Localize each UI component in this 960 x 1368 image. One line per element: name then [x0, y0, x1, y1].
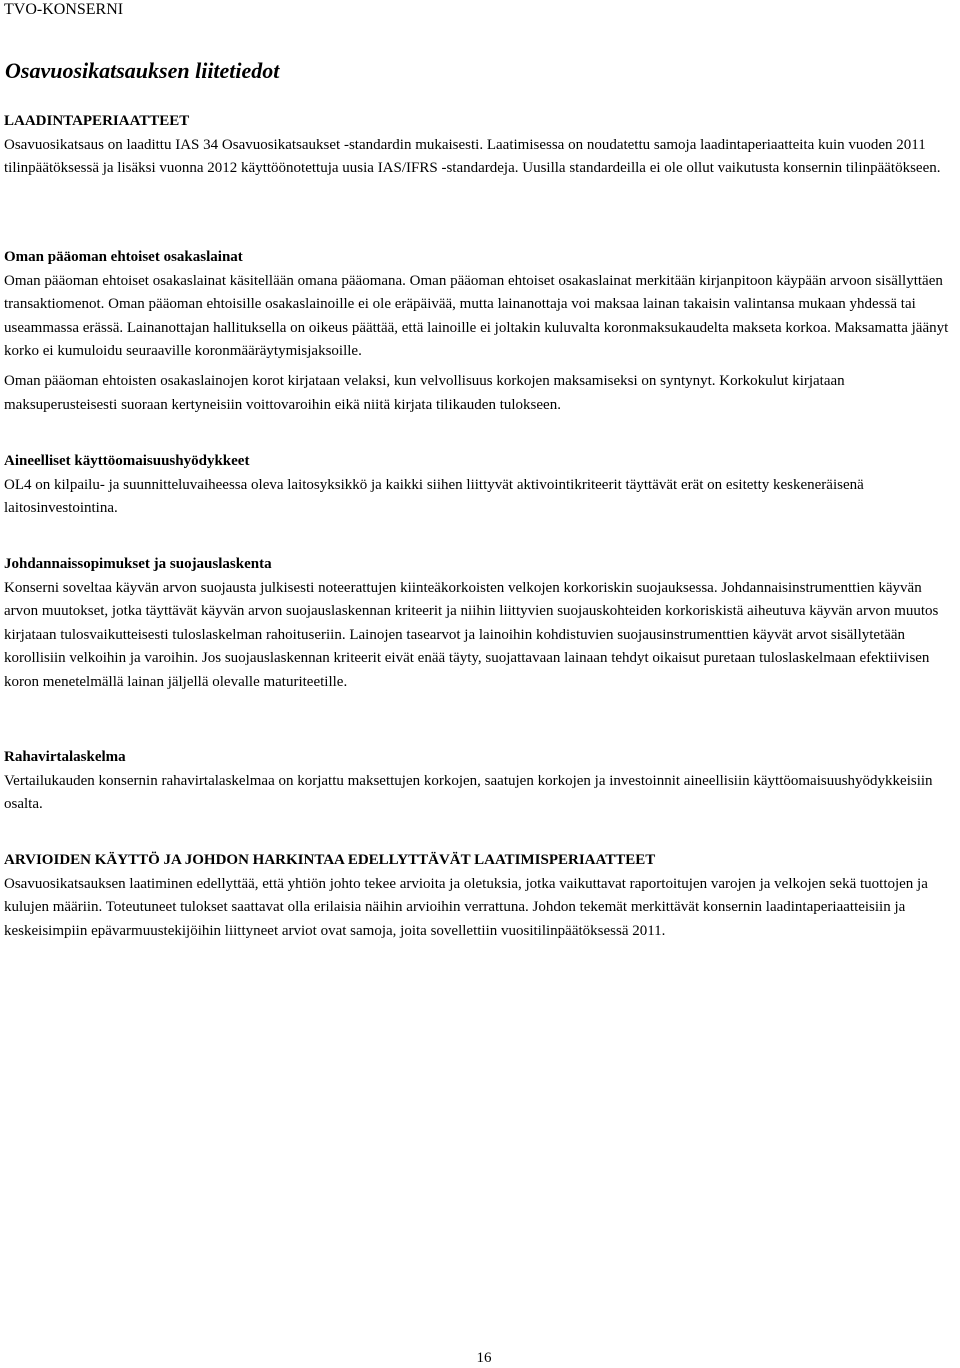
document-title: Osavuosikatsauksen liitetiedot: [5, 58, 280, 83]
section-paragraph: Oman pääoman ehtoisten osakaslainojen korot kirjataan velaksi, kun velvollisuus korkojen maksamiseksi on syntynyt. Korkokulut kirjataan maksuperusteisesti suoraan kertyneisiin voittovaroihin eikä niitä kirjata tilikauden tulokseen.: [4, 372, 845, 413]
section-heading: Johdannaissopimukset ja suojauslaskenta: [4, 556, 272, 572]
section-paragraph: Konserni soveltaa käyvän arvon suojausta julkisesti noteerattujen kiinteäkorkoisten velkojen korkoriskin suojauksessa. Johdannaisinstrumenttien käyvän arvon muutokset, jotka täyttävät käyvän arvon suojauslaskennan kriteerit ja niihin liittyvien suojauskohteiden korkoriskistä aiheutuva käyvän arvon muutos kirjataan tulosvaikutteisesti tuloslaskelman rahoituseriin. Lainojen tasearvot ja lainoihin kohdistuvien suojausinstrumenttien käyvät arvot sisällytetään korollisiin velkoihin ja varoihin. Jos suojauslaskennan kriteerit eivät enää täyty, suojattavaan lainaan tehdyt oikaisut puretaan tuloslaskelmaan efektiivisen koron menetelmällä lainan jäljellä olevalle maturiteetille.: [4, 579, 939, 690]
section-heading: LAADINTAPERIAATTEET: [4, 113, 190, 129]
section-heading: ARVIOIDEN KÄYTTÖ JA JOHDON HARKINTAA EDELLYTTÄVÄT LAATIMISPERIAATTEET: [4, 852, 656, 868]
section-shareholder-loans: [4, 246, 954, 417]
section-paragraph: Vertailukauden konsernin rahavirtalaskelmaa on korjattu maksettujen korkojen, saatujen korkojen ja investoinnit aineellisiin käyttöomaisuushyödykkeisiin osalta.: [4, 772, 933, 813]
page-number: 16: [476, 1350, 492, 1366]
section-heading: Aineelliset käyttöomaisuushyödykkeet: [4, 453, 250, 469]
section-paragraph: OL4 on kilpailu- ja suunnitteluvaiheessa oleva laitosyksikkö ja kaikki siihen liittyvät aktivointikriteerit täyttävät erät on esitetty keskeneräisenä laitosinvestointina.: [4, 476, 864, 517]
section-heading: Rahavirtalaskelma: [4, 749, 126, 765]
section-heading: Oman pääoman ehtoiset osakaslainat: [4, 249, 243, 265]
section-cash-flow-statement: [4, 746, 954, 817]
section-estimates-judgement: [4, 849, 954, 943]
section-paragraph: Osavuosikatsaus on laadittu IAS 34 Osavuosikatsaukset -standardin mukaisesti. Laatimisessa on noudatettu samoja laadintaperiaatteita kuin vuoden 2011 tilinpäätöksessä ja lisäksi vuonna 2012 käyttöönotettuja uusia IAS/IFRS -standardeja. Uusilla standardeilla ei ole ollut vaikutusta konsernin tilinpäätökseen.: [4, 136, 941, 177]
section-accounting-principles: [4, 110, 954, 181]
section-derivatives-hedge-accounting: [4, 553, 954, 695]
section-paragraph: Osavuosikatsauksen laatiminen edellyttää, että yhtiön johto tekee arvioita ja oletuksia, jotka vaikuttavat raportoitujen varojen ja velkojen sekä tuottojen ja kulujen määriin. Toteutuneet tulokset saattavat olla erilaisia näihin arvioihin verrattuna. Johdon tekemät merkittävät konsernin laadintaperiaatteisiin ja keskeisimpiin epävarmuustekijöihin liittyneet arviot ovat samoja, joita sovellettiin vuositilinpäätöksessä 2011.: [4, 875, 928, 939]
section-tangible-assets: [4, 450, 954, 521]
organization-name: TVO-KONSERNI: [4, 1, 124, 18]
section-paragraph: Oman pääoman ehtoiset osakaslainat käsitellään omana pääomana. Oman pääoman ehtoiset osakaslainat merkitään kirjanpitoon käypään arvoon sisällyttäen transaktiomenot. Oman pääoman ehtoisille osakaslainoille ei ole eräpäivää, mutta lainanottaja voi maksaa lainan takaisin valintansa mukaan yhdessä tai useammassa erässä. Lainanottajan hallituksella on oikeus päättää, että lainoille ei joltakin kuluvalta koronmaksukaudelta makseta korkoa. Maksamatta jäänyt korko ei kumuloidu seuraaville koronmääräytymisjaksoille.: [4, 272, 949, 360]
